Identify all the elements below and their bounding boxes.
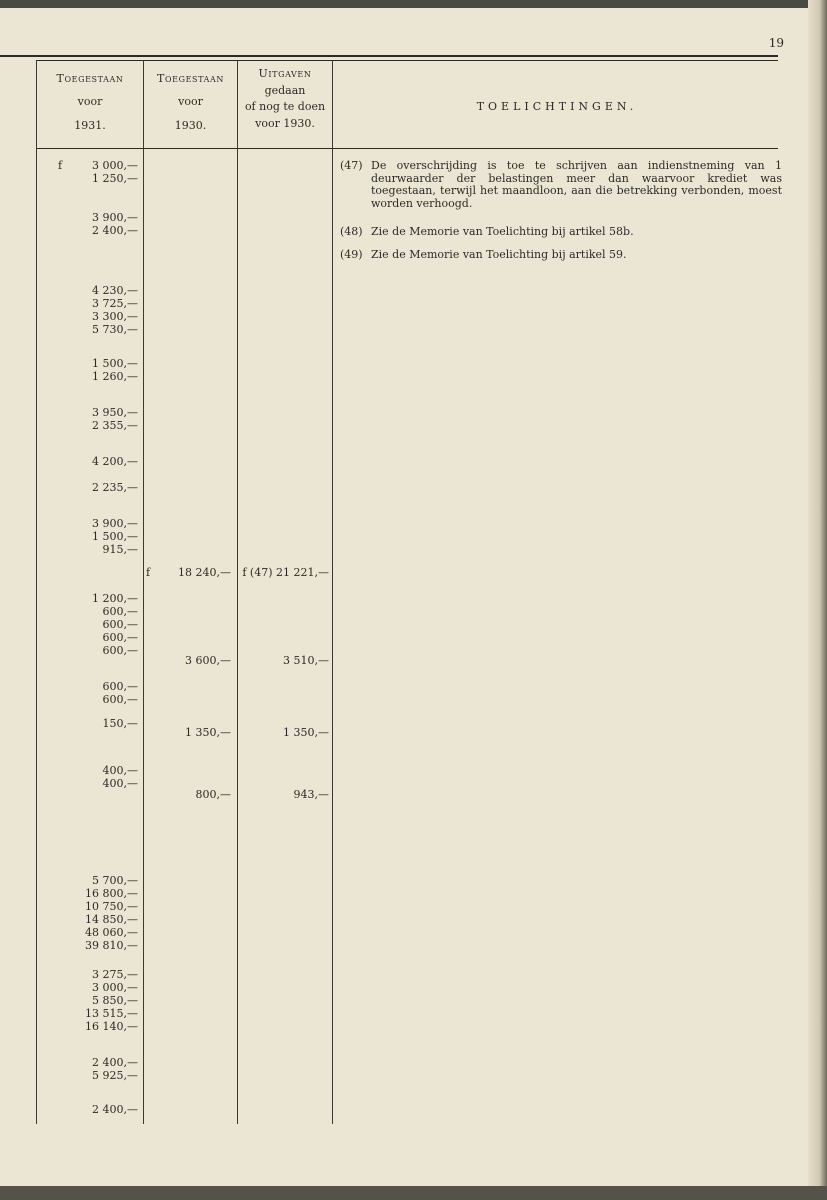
header-col3-line2: gedaan xyxy=(264,83,306,97)
col1-amount: 2 400,— xyxy=(92,1056,138,1069)
currency-symbol: f xyxy=(146,566,151,579)
col1-amount: 3 300,— xyxy=(92,310,138,323)
header-col1-line3: 1931. xyxy=(74,118,106,132)
col2-amount: 18 240,— xyxy=(178,566,231,579)
col1-amount: 16 800,— xyxy=(85,887,138,900)
col1-amount: 5 925,— xyxy=(92,1069,138,1082)
currency-symbol: f xyxy=(58,159,63,172)
col3-amount: 3 510,— xyxy=(283,654,329,667)
col1-amount: 1 250,— xyxy=(92,172,138,185)
note-number: (48) xyxy=(340,225,363,238)
note-47 xyxy=(340,160,782,212)
col1-amount: 2 355,— xyxy=(92,419,138,432)
top-rule-thin xyxy=(36,60,778,61)
header-col-explanations: TOELICHTINGEN. xyxy=(476,100,638,113)
col1-amount: 4 200,— xyxy=(92,455,138,468)
col3-amount: 943,— xyxy=(293,788,329,801)
col1-amount: 3 950,— xyxy=(92,406,138,419)
column-rule-1 xyxy=(143,60,144,1124)
col1-amount: 3 900,— xyxy=(92,211,138,224)
header-col3-line1: Uitgaven xyxy=(258,67,312,80)
col1-amount: 3 725,— xyxy=(92,297,138,310)
header-col3-line3: of nog te doen xyxy=(244,100,326,113)
header-col2-line1: Toegestaan xyxy=(157,72,224,85)
col1-amount: 400,— xyxy=(102,764,138,777)
col1-amount: 600,— xyxy=(102,618,138,631)
note-text: Zie de Memorie van Toelichting bij artikel 58b. xyxy=(371,225,634,238)
col1-amount: 3 000,— xyxy=(92,981,138,994)
col1-amount: 48 060,— xyxy=(85,926,138,939)
col1-amount: 915,— xyxy=(102,543,138,556)
col1-amount: 600,— xyxy=(102,693,138,706)
column-rule-left xyxy=(36,60,37,1124)
col1-amount: 1 500,— xyxy=(92,357,138,370)
page-edge xyxy=(808,0,827,1200)
col1-amount: 600,— xyxy=(102,605,138,618)
page-number: 19 xyxy=(768,36,784,50)
col3-amount: f (47) 21 221,— xyxy=(242,566,329,579)
col1-amount: 14 850,— xyxy=(85,913,138,926)
header-col1-line2: voor xyxy=(77,95,103,109)
col1-amount: 2 400,— xyxy=(92,1103,138,1116)
col1-amount: 3 275,— xyxy=(92,968,138,981)
header-col-expenditures xyxy=(238,66,332,132)
col1-amount: 1 200,— xyxy=(92,592,138,605)
header-col2-line3: 1930. xyxy=(174,118,207,132)
col1-amount: 600,— xyxy=(102,644,138,657)
col1-amount: 400,— xyxy=(102,777,138,790)
note-49 xyxy=(340,249,782,263)
col2-amount: 1 350,— xyxy=(185,726,231,739)
header-col2-line2: voor xyxy=(178,95,203,109)
col1-amount: 1 260,— xyxy=(92,370,138,383)
col2-amount: 800,— xyxy=(195,788,231,801)
header-col3-line4: voor 1930. xyxy=(255,116,315,130)
col1-amount: 3 000,— xyxy=(92,159,138,172)
col1-amount: 2 400,— xyxy=(92,224,138,237)
col1-amount: 2 235,— xyxy=(92,481,138,494)
col1-amount: 3 900,— xyxy=(92,517,138,530)
col1-amount: 5 850,— xyxy=(92,994,138,1007)
note-text: Zie de Memorie van Toelichting bij artikel 59. xyxy=(371,248,627,261)
note-number: (49) xyxy=(340,248,363,261)
header-col-allowed-1930 xyxy=(144,72,237,133)
header-rule xyxy=(36,148,778,149)
col2-amount: 3 600,— xyxy=(185,654,231,667)
header-col-allowed-1931 xyxy=(37,72,143,133)
note-text: De overschrijding is toe te schrijven aan indienstneming van 1 deurwaarder der belastingen meer dan waarvoor krediet was toegestaan, terwijl het maandloon, aan die betrekking verbonden, moest worden verhoogd. xyxy=(371,159,782,210)
col1-amount: 4 230,— xyxy=(92,284,138,297)
col1-amount: 39 810,— xyxy=(85,939,138,952)
note-number: (47) xyxy=(340,159,363,172)
top-rule-thick xyxy=(0,55,778,57)
scan-background xyxy=(0,1186,827,1200)
col1-amount: 5 730,— xyxy=(92,323,138,336)
col1-amount: 1 500,— xyxy=(92,530,138,543)
col1-amount: 600,— xyxy=(102,680,138,693)
col1-amount: 13 515,— xyxy=(85,1007,138,1020)
col1-amount: 10 750,— xyxy=(85,900,138,913)
col1-amount: 5 700,— xyxy=(92,874,138,887)
note-48 xyxy=(340,226,782,240)
column-rule-3 xyxy=(332,60,333,1124)
col3-amount: 1 350,— xyxy=(283,726,329,739)
col1-amount: 16 140,— xyxy=(85,1020,138,1033)
col1-amount: 150,— xyxy=(102,717,138,730)
column-rule-2 xyxy=(237,60,238,1124)
header-col1-line1: Toegestaan xyxy=(56,72,124,85)
col1-amount: 600,— xyxy=(102,631,138,644)
